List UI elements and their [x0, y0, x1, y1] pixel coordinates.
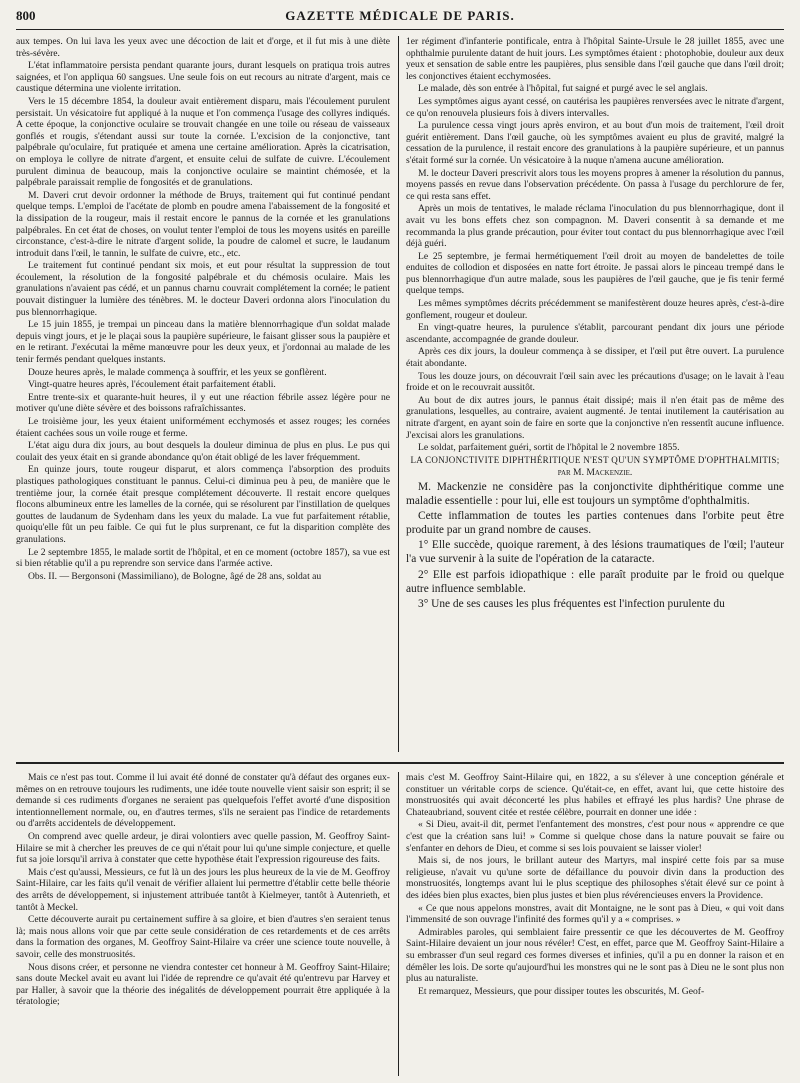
paragraph: Après ces dix jours, la douleur commença à se dissiper, et l'œil put être ouvert. La purulence était abondante. — [406, 346, 784, 370]
paragraph: Et remarquez, Messieurs, que pour dissiper toutes les obscurités, M. Geof- — [418, 985, 705, 997]
bottom-right-column — [406, 772, 784, 1078]
paragraph: Cette inflammation de toutes les parties contenues dans l'orbite peut être produite par un grand nombre de causes. — [406, 510, 784, 537]
paragraph: Nous disons créer, et personne ne viendra contester cet honneur à M. Geoffroy Saint-Hilaire; sans doute Meckel avait eu avant lui l'idée de reprendre ce qu'avait été qu'entrevu par Harvey et par Haller, à savoir que la théorie des inégalités de développement pourrait être appliquée à la tératologie; — [16, 961, 390, 1008]
paragraph: Le 2 septembre 1855, le malade sortit de l'hôpital, et en ce moment (octobre 1857), sa vue est si bien rétablie qu'il a pu reprendre son service dans l'armée active. — [16, 546, 390, 570]
paragraph: Les mêmes symptômes décrits précédemment se manifestèrent douze heures après, c'est-à-dire gonflement, rougeur et douleur. — [406, 298, 784, 321]
paragraph: Le troisième jour, les yeux étaient uniformément ecchymosés et assez rouges; les cornées étaient cachées sous un voile rouge et ferme. — [16, 416, 390, 439]
paragraph: Au bout de dix autres jours, le pannus était dissipé; mais il n'en était pas de même des granulations, lesquelles, au contraire, avaient augmenté. Je tentai inutilement la cautérisation au nitrate d'argent, en ayant soin de faire en sorte que la conjonctive n'en ressentît aucune influence. J'excisai alors les granulations. — [406, 394, 784, 441]
column-divider-bottom — [398, 772, 399, 1076]
article-section — [406, 455, 784, 611]
paragraph: Mais ce n'est pas tout. Comme il lui avait été donné de constater qu'à défaut des organes eux-mêmes on en retrouve toujours les rudiments, une idée toute nouvelle vient saisir son esprit; il se demande si ces rudiments d'organes ne seraient pas quelquefois l'effet avorté d'une disposition intentionnellement normale, ou, en d'autres termes, s'ils ne seraient pas l'indice de retardements ou d'arrêts accidentels de développement. — [16, 772, 390, 830]
top-left-column — [16, 36, 390, 754]
paragraph: Entre trente-six et quarante-huit heures, il y eut une réaction fébrile assez légère pour ne motiver qu'une diète sévère et des boissons rafraîchissantes. — [16, 391, 390, 415]
paragraph: Obs. II. — Bergonsoni (Massimiliano), de Bologne, âgé de 28 ans, soldat au — [28, 570, 322, 582]
paragraph: L'état aigu dura dix jours, au bout desquels la douleur diminua de plus en plus. Le pus qui coulait des yeux était en si grande abondance qu'on était obligé de les laver fréquemment. — [16, 440, 390, 463]
paragraph: M. le docteur Daveri prescrivit alors tous les moyens propres à amener la résolution du pannus, moyens passés en revue dans l'observation précédente. On passa à l'usage du perchlorure de fer, ce qui resta sans effet. — [406, 167, 784, 202]
paragraph: L'état inflammatoire persista pendant quarante jours, durant lesquels on pratiqua trois autres saignées, et l'on appliqua 60 sangsues. Une seule fois on eut recours au nitrate d'argent, mais ce caustique détermina une violente irritation. — [16, 60, 390, 95]
paragraph: Mais si, de nos jours, le brillant auteur des Martyrs, mal inspiré cette fois par sa muse religieuse, n'avait vu qu'une sorte de défaillance du pouvoir divin dans la production des monstruosités, longtemps avant lui le plus sceptique des philosophes s'était élevé sur ce point à des idées bien plus exactes, bien plus justes et bien plus révérencieuses envers la Providence. — [406, 855, 784, 901]
paragraph: Le 15 juin 1855, je trempai un pinceau dans la matière blennorrhagique d'un soldat malade depuis vingt jours, et je le plaçai sous la paupière supérieure, le faisant glisser sous la paupière et en le retirant. J'exécutai la même manœuvre pour les deux yeux, et j'ordonnai au malade de les tenir fermés pendant quelques instants. — [16, 319, 390, 366]
paragraph: Vingt-quatre heures après, l'écoulement était parfaitement établi. — [28, 379, 276, 391]
paragraph: 1° Elle succède, quoique rarement, à des lésions traumatiques de l'œil; l'auteur l'a vue survenir à la suite de l'opération de la cataracte. — [406, 539, 784, 566]
paragraph: « Si Dieu, avait-il dit, permet l'enfantement des monstres, c'est pour nous « apprendre ce que c'est que la création sans lui! » Comme si quelque chose dans la nature pouvait se faire ou s'enfanter en dehors de Dieu, et comme si ses lois pouvaient se laisser violer! — [406, 819, 784, 854]
paragraph: Mais c'est qu'aussi, Messieurs, ce fut là un des jours les plus heureux de la vie de M. Geoffroy Saint-Hilaire, car les faits qu'il venait de vérifier allaient lui permettre d'établir cette belle théorie des arrêts de développement, si injustement attribuée tantôt à Kielmeyer, tantôt à Autenrieth, et tantôt à Meckel. — [16, 866, 390, 913]
paragraph: La purulence cessa vingt jours après environ, et au bout d'un mois de traitement, l'œil droit guérit entièrement. Dans l'œil gauche, où les symptômes avaient eu plus de gravité, malgré la cessation de la purulence, il restait encore des granulations à la paupière supérieure, et un pannus s'était formé sur la cornée. Un vésicatoire à la nuque n'amena aucune amélioration. — [406, 120, 784, 166]
top-right-column — [406, 36, 784, 754]
paragraph: En vingt-quatre heures, la purulence s'établit, parcourant pendant dix jours une période ascendante, accompagnée de grande douleur. — [406, 322, 784, 345]
paragraph: mais c'est M. Geoffroy Saint-Hilaire qui, en 1822, a su s'élever à une conception générale et constituer un véritable corps de science. Qu'était-ce, en effet, avant lui, que cette histoire des monstruosités qui avait déconcerté les plus habiles et effrayé les plus hardis? Une phrase de Chateaubriand, souvent citée et restée célèbre, pourrait en donner une idée : — [406, 772, 784, 818]
page-header — [16, 8, 784, 26]
section-body — [406, 480, 784, 611]
section-title: LA CONJONCTIVITE DIPHTHÉRITIQUE N'EST QU'UN SYMPTÔME D'OPHTHALMITIS; — [410, 454, 780, 465]
paragraph: Admirables paroles, qui semblaient faire pressentir ce que les découvertes de M. Geoffroy Saint-Hilaire devaient un jour nous révéler! C'est, en effet, parce que M. Geoffroy Saint-Hilaire a su embrasser d'un seul regard ces formes diverses et infinies, qu'il a pu en donner la raison et en démêler les lois. De sorte qu'aujourd'hui les monstres qui ne le sont pas à Dieu ne le sont plus non plus au naturaliste. — [406, 926, 784, 985]
paragraph: On comprend avec quelle ardeur, je dirai volontiers avec quelle passion, M. Geoffroy Saint-Hilaire se mit à chercher les preuves de ce qui n'était pour lui qu'une simple conjecture, et quelle fut sa joie lorsqu'il arriva à constater que cette hypothèse était l'expression rigoureuse des faits. — [16, 830, 390, 866]
paragraph: M. Mackenzie ne considère pas la conjonctivite diphthéritique comme une maladie essentielle : pour lui, elle est toujours un symptôme d'ophthalmitis. — [406, 480, 784, 508]
paragraph: Les symptômes aigus ayant cessé, on cautérisa les paupières renversées avec le nitrate d'argent, ce qu'on renouvela plusieurs fois à divers intervalles. — [406, 95, 784, 119]
paragraph: Le 25 septembre, je fermai hermétiquement l'œil droit au moyen de bandelettes de toile enduites de collodion et disposées en natte fort étroite. Je passai alors le pinceau trempé dans le pus blennorrhagique d'un autre malade, sous les paupières de l'œil gauche, que je fis tenir fermé quelque temps. — [406, 250, 784, 297]
paragraph: 3° Une de ses causes les plus fréquentes est l'infection purulente du — [418, 597, 725, 610]
paragraph: Douze heures après, le malade commença à souffrir, et les yeux se gonflèrent. — [28, 366, 327, 378]
paragraph: « Ce que nous appelons monstres, avait dit Montaigne, ne le sont pas à Dieu, « qui voit dans l'immensité de son ouvrage l'infinité des formes qu'il y a « comprises. » — [406, 902, 784, 926]
paragraph: aux tempes. On lui lava les yeux avec une décoction de lait et d'orge, et il fut mis à une diète très-sévère. — [16, 36, 390, 59]
paragraph: Tous les douze jours, on découvrait l'œil sain avec les précautions d'usage; on le lavait à l'eau froide et on le recouvrait aussitôt. — [406, 370, 784, 394]
page-number: 800 — [16, 8, 36, 23]
paragraph: En quinze jours, toute rougeur disparut, et alors commença l'absorption des produits plastiques pathologiques constituant le pannus. Celui-ci diminua peu à peu, de manière que le trentième jour, la cornée était presque complétement découverte. Il restait encore quelques flocons albumineux entre les lamelles de la cornée, qui se résolurent par l'instillation de quelques gouttes de laudanum de Sydenham dans les yeux du malade. La vue fut parfaitement rétablie, quoiqu'elle fût un peu faible. Ce qui fut le plus surprenant, ce fut la disparition complète des granulations. — [16, 464, 390, 545]
section-byline: par M. Mackenzie. — [557, 467, 633, 479]
publication-title: GAZETTE MÉDICALE DE PARIS. — [285, 8, 515, 23]
paragraph: Vers le 15 décembre 1854, la douleur avait entièrement disparu, mais l'écoulement purulent persistait. Un vésicatoire fut appliqué à la nuque et l'on commença l'usage des collyres indiqués. A cette époque, la conjonctive oculaire se trouvait changée en une toile ou réseau de vaisseaux gonflés et rougis, s'étendant aussi sur toute la cornée. L'excision de la conjonctive, tant palpébrale qu'oculaire, fut pratiquée et amena une certaine amélioration. Après la cicatrisation, on employa le collyre de nitrate d'argent, et ensuite celui de sulfate de cuivre. L'écoulement purulent diminua de beaucoup, mais la conjonctive oculaire se maintint chémosée, et la palpébrale paraissait remplie de fongosités et de granulations. — [16, 95, 390, 189]
paragraph: Le soldat, parfaitement guéri, sortit de l'hôpital le 2 novembre 1855. — [418, 442, 680, 454]
paragraph: 2° Elle est parfois idiopathique : elle paraît produite par le froid ou quelque autre influence semblable. — [406, 568, 784, 595]
header-rule — [16, 29, 784, 30]
bottom-left-column — [16, 772, 390, 1078]
column-divider-top — [398, 36, 399, 752]
feuilleton-rule — [16, 762, 784, 764]
paragraph: 1er régiment d'infanterie pontificale, entra à l'hôpital Sainte-Ursule le 28 juillet 1855, avec une ophthalmie purulente datant de huit jours. Les symptômes étaient : photophobie, douleur aux deux yeux et sensation de sable entre les paupières, plus sensible dans l'œil gauche que dans l'œil droit; les conjonctives étaient ecchymosées. — [406, 36, 784, 82]
paragraph: Le traitement fut continué pendant six mois, et eut pour résultat la suppression de tout écoulement, la résolution de la fongosité palpébrale et du chémosis oculaire. Mais les granulations n'avaient pas cédé, et un pannus charnu couvrait complétement la cornée; le patient pouvait distinguer la lumière des ténèbres. M. le docteur Daveri ordonna alors l'inoculation du pus blennorrhagique. — [16, 260, 390, 318]
paragraph: M. Daveri crut devoir ordonner la méthode de Bruys, traitement qui fut continué pendant quelque temps. L'emploi de l'acétate de plomb en poudre amena l'abaissement de la fongosité et la dissipation de la rougeur, mais il restait encore le pannus de la cornée et les granulations palpébrales. En cet état de choses, on voulut tenter l'emploi de tous les moyens usités en pareille circonstance, c'est-à-dire le nitrate d'argent solide, la poudre de calomel et sucre, le laudanum introduit dans l'œil, le tannin, le sulfate de cuivre, etc., etc. — [16, 189, 390, 259]
paragraph: Cette découverte aurait pu certainement suffire à sa gloire, et bien d'autres s'en seraient tenus là; mais nous allons voir que par cette seule considération de ces retardements et de ces arrêts dans la formation des organes, M. Geoffroy Saint-Hilaire va créer une science toute nouvelle, à savoir, celle des monstruosités. — [16, 914, 390, 960]
paragraph: Après un mois de tentatives, le malade réclama l'inoculation du pus blennorrhagique, dont il avait vu les bons effets chez son compagnon. M. Daveri consentit à sa demande et me recommanda la plus grande précaution, pour éviter tout contact du pus blennorrhagique avec l'œil déjà guéri. — [406, 203, 784, 250]
paragraph: Le malade, dès son entrée à l'hôpital, fut saigné et purgé avec le sel anglais. — [418, 83, 708, 95]
